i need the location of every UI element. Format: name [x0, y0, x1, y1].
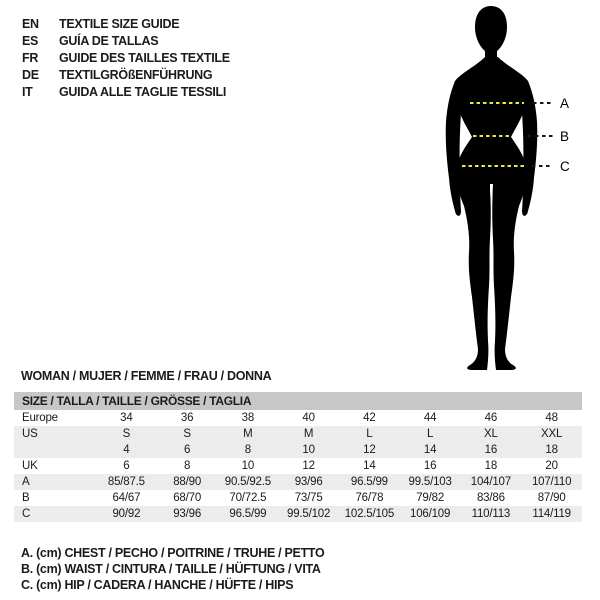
size-cell: 96.5/99 — [350, 476, 388, 488]
size-cell: 106/109 — [410, 508, 451, 520]
language-label: GUIDA ALLE TAGLIE TESSILI — [59, 84, 227, 99]
size-cell: 14 — [423, 444, 437, 456]
size-cell: 40 — [302, 412, 315, 424]
woman-silhouette-left-arm — [446, 81, 461, 216]
size-row-label: US — [22, 428, 38, 440]
size-cell: S — [183, 428, 191, 440]
size-cell: 12 — [302, 460, 315, 472]
language-row — [22, 50, 230, 67]
size-cell: 6 — [123, 460, 130, 472]
size-cell: 79/82 — [416, 492, 445, 504]
language-row — [22, 83, 230, 100]
size-cell: M — [303, 428, 314, 440]
size-cell: 83/86 — [476, 492, 505, 504]
size-cell: L — [427, 428, 434, 440]
measurement-figure — [390, 0, 590, 380]
size-cell: 93/96 — [173, 508, 202, 520]
chest-marker-label: A — [560, 96, 570, 111]
size-cell: 8 — [244, 444, 251, 456]
size-table-row — [14, 458, 582, 474]
measurement-legend-line: C. (cm) HIP / CADERA / HANCHE / HÜFTE / HIPS — [21, 578, 294, 593]
measurement-legend-line: A. (cm) CHEST / PECHO / POITRINE / TRUHE / PETTO — [21, 546, 325, 560]
language-label: GUIDE DES TAILLES TEXTILE — [59, 50, 230, 65]
size-cell: 14 — [363, 460, 376, 472]
size-cell: 73/75 — [294, 492, 323, 504]
size-cell: 68/70 — [173, 492, 202, 504]
size-cell: 96.5/99 — [229, 508, 267, 520]
size-row-label: Europe — [22, 412, 58, 424]
language-code: IT — [22, 84, 33, 99]
size-cell: 48 — [545, 412, 558, 424]
language-label: TEXTILGRÖßENFÜHRUNG — [59, 67, 213, 82]
size-cell: 110/113 — [471, 508, 511, 520]
size-cell: 87/90 — [537, 492, 566, 504]
size-cell: 90/92 — [112, 508, 141, 520]
size-cell: 90.5/92.5 — [224, 476, 271, 488]
size-row-label — [14, 442, 96, 458]
language-code: ES — [22, 34, 39, 49]
size-cell: 6 — [184, 444, 191, 456]
size-cell: 38 — [241, 412, 255, 424]
size-cell: 102.5/105 — [344, 508, 395, 520]
size-cell: 16 — [484, 444, 498, 456]
size-cell: 4 — [123, 444, 130, 456]
language-label: TEXTILE SIZE GUIDE — [59, 17, 180, 32]
language-code: EN — [22, 17, 39, 32]
size-table-row — [14, 474, 582, 490]
size-cell: 88/90 — [173, 476, 202, 488]
size-cell: 8 — [184, 460, 191, 472]
table-group-title: WOMAN / MUJER / FEMME / FRAU / DONNA — [21, 369, 272, 383]
size-cell: 16 — [423, 460, 437, 472]
size-cell: 20 — [545, 460, 558, 472]
language-label: GUÍA DE TALLAS — [59, 34, 159, 49]
woman-silhouette-right-arm — [522, 81, 537, 216]
hip-marker-label: C — [560, 159, 570, 174]
size-table-row — [14, 490, 582, 506]
size-cell: 10 — [241, 460, 255, 472]
size-cell: 64/67 — [112, 492, 141, 504]
measurement-legend-line: B. (cm) WAIST / CINTURA / TAILLE / HÜFTUNG / VITA — [21, 562, 321, 577]
size-cell: 114/119 — [532, 508, 571, 520]
size-cell: 12 — [363, 444, 376, 456]
size-cell: 18 — [545, 444, 558, 456]
size-cell: XXL — [541, 428, 563, 440]
language-code: FR — [22, 50, 39, 65]
size-table-row — [14, 410, 582, 426]
size-table — [14, 392, 582, 522]
size-cell: L — [366, 428, 373, 440]
size-cell: 104/107 — [470, 476, 511, 488]
size-table-header: SIZE / TALLA / TAILLE / GRÖSSE / TAGLIA — [14, 392, 582, 410]
measurement-legend — [21, 546, 324, 595]
language-row — [22, 16, 230, 33]
size-cell: S — [122, 428, 131, 440]
size-cell: 93/96 — [294, 476, 323, 488]
language-code: DE — [22, 67, 39, 82]
waist-marker-label: B — [560, 129, 570, 144]
size-cell: 85/87.5 — [107, 476, 145, 488]
language-list — [22, 16, 230, 100]
size-row-label: A — [22, 476, 30, 488]
size-cell: 18 — [484, 460, 498, 472]
size-cell: 76/78 — [355, 492, 384, 504]
size-row-label: C — [22, 508, 31, 520]
size-cell: M — [243, 428, 253, 440]
size-cell: 70/72.5 — [229, 492, 267, 504]
size-table-row — [14, 426, 582, 442]
size-cell: 10 — [302, 444, 315, 456]
size-table-row — [14, 442, 582, 458]
size-table-row — [14, 506, 582, 522]
size-cell: 99.5/102 — [287, 508, 331, 520]
size-cell: 44 — [423, 412, 437, 424]
size-row-label: UK — [22, 460, 38, 472]
language-row — [22, 33, 230, 50]
size-row-label: B — [22, 492, 30, 504]
size-cell: 99.5/103 — [408, 476, 452, 488]
size-cell: 46 — [484, 412, 498, 424]
size-cell: 34 — [120, 412, 133, 424]
size-cell: XL — [484, 428, 498, 440]
size-cell: 42 — [363, 412, 376, 424]
size-cell: 107/110 — [531, 476, 572, 488]
size-cell: 36 — [180, 412, 194, 424]
language-row — [22, 66, 230, 83]
